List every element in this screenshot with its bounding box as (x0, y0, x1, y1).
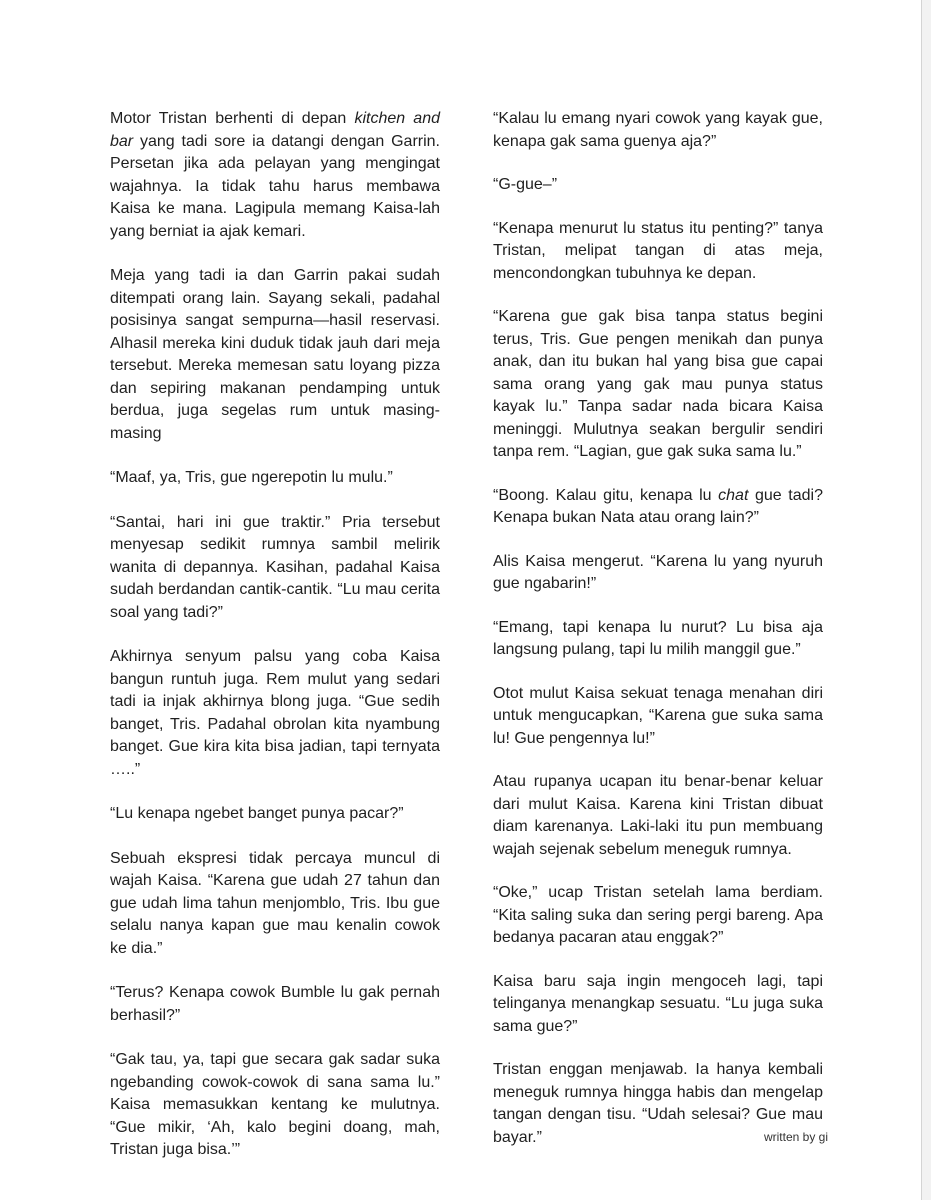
text-run: yang tadi sore ia datangi dengan Garrin. Persetan jika ada pelayan yang mengingat wajahnya. Ia tidak tahu harus membawa Kaisa ke mana. Lagipula memang Kaisa-lah yang berniat ia ajak kemari. (110, 132, 440, 240)
right-paragraph (493, 485, 823, 530)
text-run: “Boong. Kalau gitu, kenapa lu (493, 486, 719, 504)
text-run: Atau rupanya ucapan itu benar-benar keluar dari mulut Kaisa. Karena kini Tristan dibuat diam karenanya. Laki-laki itu pun membuang wajah sejenak sebelum meneguk rumnya. (493, 773, 823, 858)
author-credit: written by gi (763, 1130, 828, 1144)
text-run: “Karena gue gak bisa tanpa status begini terus, Tris. Gue pengen menikah dan punya anak, dan itu bukan hal yang bisa gue capai sama orang yang gak mau punya status kayak lu.” Tanpa sadar nada bicara Kaisa meninggi. Mulutnya seakan bergulir sendiri tanpa rem. “Lagian, gue gak suka sama lu.” (493, 308, 823, 460)
text-run: berhenti (215, 110, 274, 127)
text-run: “Santai, hari ini gue traktir.” Pria tersebut menyesap sedikit rumnya sambil melirik wanita di depannya. Kasihan, padahal Kaisa sudah berdandan cantik-cantik. “Lu mau cerita soal yang tadi?” (110, 513, 440, 621)
text-run: “Emang, tapi kenapa lu nurut? Lu bisa aja langsung pulang, tapi lu milih manggil gue.” (493, 618, 823, 658)
left-paragraph (110, 646, 440, 781)
text-run: “Terus? Kenapa cowok Bumble lu gak pernah berhasil?” (110, 984, 440, 1024)
left-text-column (110, 108, 440, 1184)
left-paragraph (110, 265, 440, 445)
right-paragraph (493, 617, 823, 662)
text-run: “Maaf, ya, Tris, gue ngerepotin lu mulu.” (110, 469, 393, 486)
text-run: “G-gue–” (493, 176, 558, 193)
left-paragraph (110, 1049, 440, 1162)
right-paragraph (493, 882, 823, 950)
right-paragraph (493, 551, 823, 596)
right-text-column (493, 108, 823, 1170)
text-run: “Kenapa menurut lu status itu penting?” tanya Tristan, melipat tangan di atas meja, mencondongkan tubuhnya ke depan. (493, 219, 823, 282)
left-paragraph (110, 467, 440, 490)
text-run: Tristan enggan menjawab. Ia hanya kembali meneguk rumnya hingga habis dan mengelap tangan dengan tisu. “Udah selesai? Gue mau bayar.” (493, 1061, 823, 1146)
italic-text-run: kitchen and bar (110, 110, 440, 150)
text-run: “Gak tau, ya, tapi gue secara gak sadar suka ngebanding cowok-cowok di sana sama lu.” Kaisa memasukkan kentang ke mulutnya. “Gue mikir, ‘Ah, kalo begini doang, mah, Tristan juga bisa.’” (110, 1051, 440, 1158)
text-run: Alis Kaisa mengerut. “Karena lu yang nyuruh gue ngabarin!” (493, 552, 823, 592)
right-paragraph (493, 218, 823, 286)
right-paragraph (493, 771, 823, 861)
left-paragraph (110, 982, 440, 1027)
left-paragraph (110, 803, 440, 826)
left-paragraph (110, 512, 440, 625)
text-run: gue tadi? Kenapa bukan Nata atau orang lain?” (493, 486, 823, 526)
right-paragraph (493, 174, 823, 197)
right-paragraph (493, 108, 823, 153)
left-paragraph (110, 108, 440, 243)
text-run: Meja yang tadi ia dan Garrin pakai sudah ditempati orang lain. Sayang sekali, padahal posisinya sangat sempurna—hasil reservasi. Alhasil mereka kini duduk tidak jauh dari meja tersebut. Mereka memesan satu loyang pizza dan sepiring makanan pendamping untuk berdua, juga segelas rum untuk masing-masing (110, 267, 440, 442)
text-run: “Oke,” ucap Tristan setelah lama berdiam. “Kita saling suka dan sering pergi bareng. Apa bedanya pacaran atau enggak?” (493, 884, 823, 946)
italic-text-run: chat (718, 486, 749, 504)
text-run: di depan (273, 110, 355, 127)
text-run: “Lu kenapa ngebet banget punya pacar?” (110, 805, 404, 822)
text-run: Kaisa baru saja ingin mengoceh lagi, tapi telinganya menangkap sesuatu. “Lu juga suka sama gue?” (493, 972, 823, 1035)
right-paragraph (493, 683, 823, 751)
text-run: Motor Tristan (110, 110, 216, 127)
text-run: Akhirnya senyum palsu yang coba Kaisa bangun runtuh juga. Rem mulut yang sedari tadi ia injak akhirnya blong juga. “Gue sedih banget, Tris. Padahal obrolan kita nyambung banget. Gue kira kita bisa jadian, tapi ternyata …..” (110, 648, 440, 778)
left-paragraph (110, 848, 440, 961)
text-run: “Kalau lu emang nyari cowok yang kayak gue, kenapa gak sama guenya aja?” (493, 110, 823, 150)
right-paragraph (493, 971, 823, 1039)
text-run: Sebuah ekspresi tidak percaya muncul di wajah Kaisa. “Karena gue udah 27 tahun dan gue udah lima tahun menjomblo, Tris. Ibu gue selalu nanya kapan gue mau kenalin cowok ke dia.” (110, 849, 440, 957)
text-run: Otot mulut Kaisa sekuat tenaga menahan diri untuk mengucapkan, “Karena gue suka sama lu! Gue pengennya lu!” (493, 684, 823, 747)
right-paragraph (493, 306, 823, 464)
